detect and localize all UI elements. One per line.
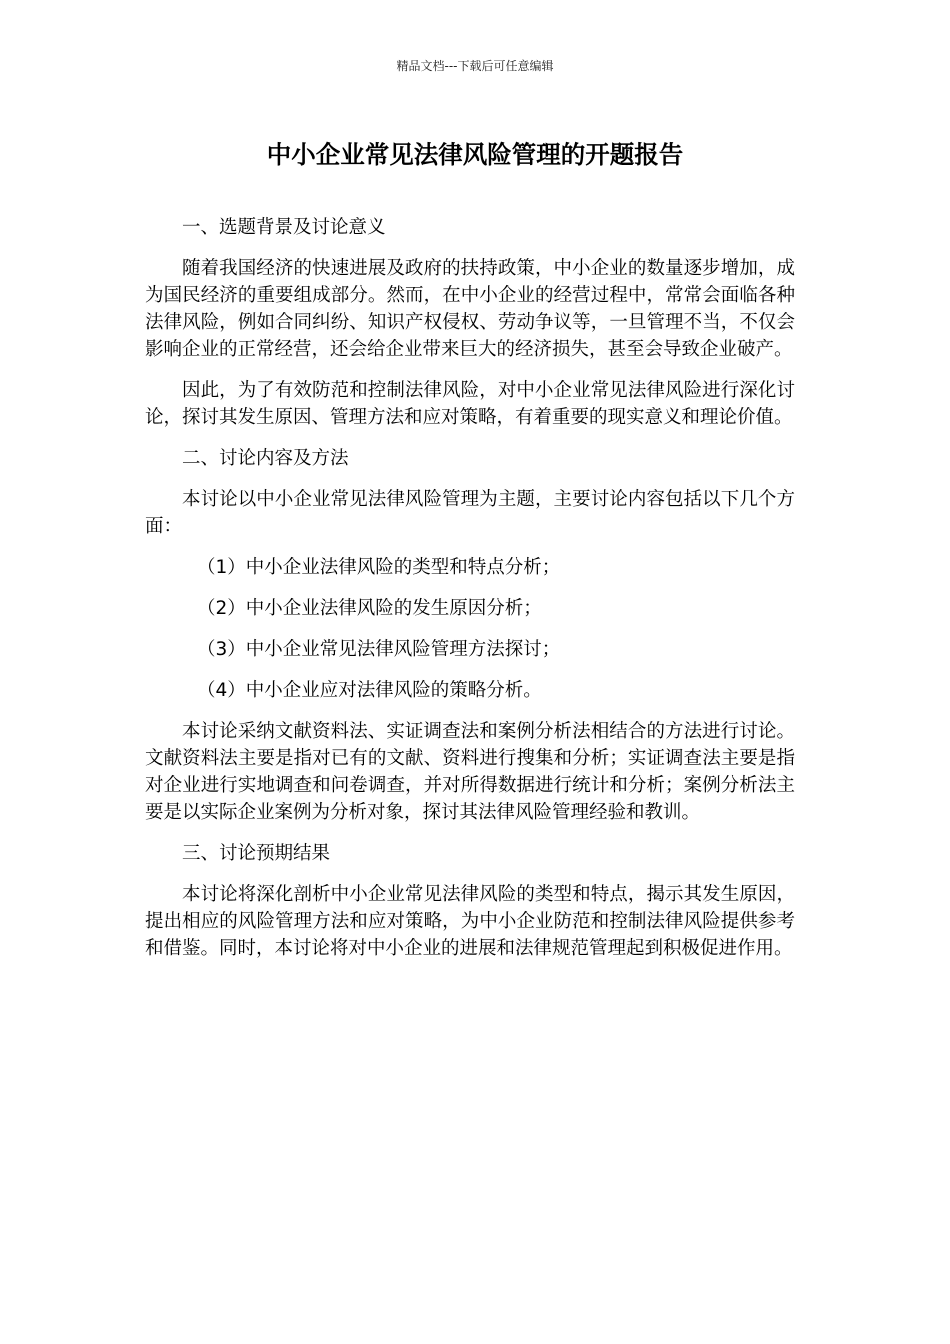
paragraph-background: 随着我国经济的快速进展及政府的扶持政策，中小企业的数量逐步增加，成为国民经济的重要组成部分。然而，在中小企业的经营过程中，常常会面临各种法律风险，例如合同纠纷、知识产权侵权、劳动争议等，一旦管理不当，不仅会影响企业的正常经营，还会给企业带来巨大的经济损失，甚至会导致企业破产。 (145, 258, 795, 360)
list-item: （3）中小企业常见法律风险管理方法探讨； (197, 639, 561, 660)
list-item: （1）中小企业法律风险的类型和特点分析； (197, 557, 561, 578)
page-header: 精品文档---下载后可任意编辑 (396, 59, 554, 73)
list-item: （2）中小企业法律风险的发生原因分析； (197, 598, 542, 619)
section-heading-background: 一、选题背景及讨论意义 (182, 217, 386, 238)
list-item: （4）中小企业应对法律风险的策略分析。 (197, 680, 542, 701)
paragraph-research-content: 本讨论以中小企业常见法律风险管理为主题，主要讨论内容包括以下几个方面： (145, 489, 795, 537)
document-title: 中小企业常见法律风险管理的开题报告 (266, 140, 684, 169)
paragraph-expected-results: 本讨论将深化剖析中小企业常见法律风险的类型和特点，揭示其发生原因，提出相应的风险管理方法和应对策略，为中小企业防范和控制法律风险提供参考和借鉴。同时，本讨论将对中小企业的进展和法律规范管理起到积极促进作用。 (145, 884, 795, 959)
section-heading-content-methods: 二、讨论内容及方法 (182, 448, 349, 469)
section-heading-expected-results: 三、讨论预期结果 (182, 843, 331, 864)
document-body (145, 214, 795, 976)
paragraph-methods: 本讨论采纳文献资料法、实证调查法和案例分析法相结合的方法进行讨论。文献资料法主要是指对已有的文献、资料进行搜集和分析；实证调查法主要是指对企业进行实地调查和问卷调查，并对所得数据进行统计和分析；案例分析法主要是以实际企业案例为分析对象，探讨其法律风险管理经验和教训。 (145, 721, 795, 823)
paragraph-significance: 因此，为了有效防范和控制法律风险，对中小企业常见法律风险进行深化讨论，探讨其发生原因、管理方法和应对策略，有着重要的现实意义和理论价值。 (145, 380, 795, 428)
